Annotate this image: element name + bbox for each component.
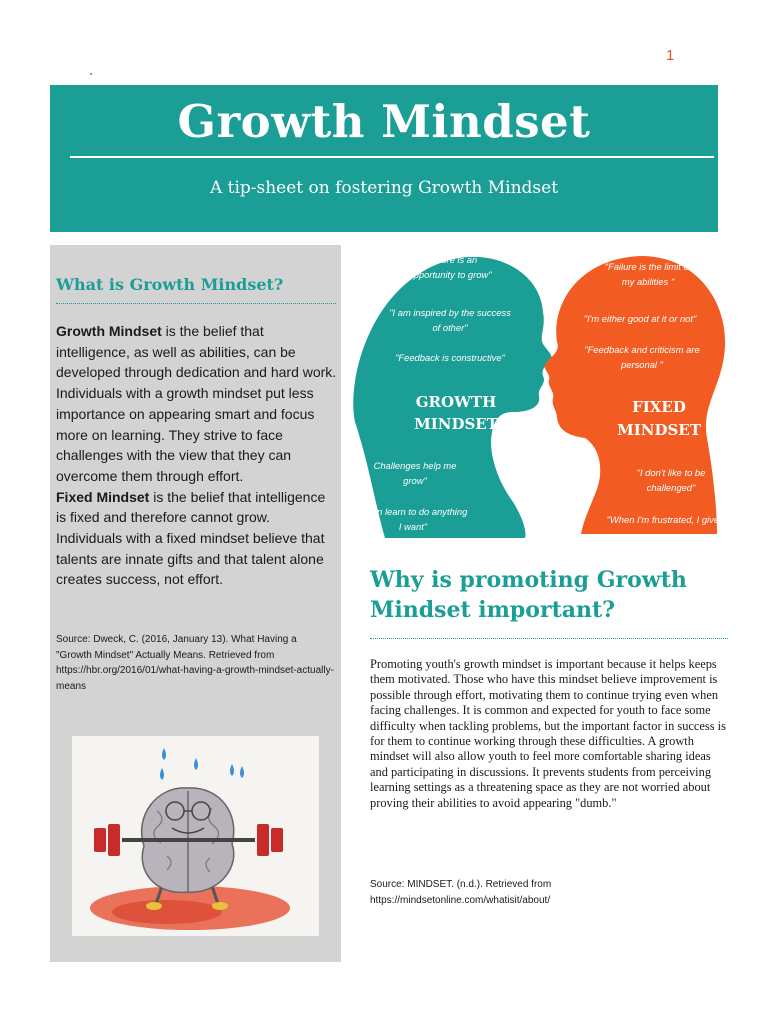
page-number: 1 [666, 47, 675, 64]
growth-label-1: GROWTH [415, 393, 497, 411]
why-source: Source: MINDSET. (n.d.). Retrieved from https://mindsetonline.com/whatisit/about/ [370, 879, 552, 906]
growth-quote-3: "Feedback is constructive" [395, 352, 505, 363]
brain-weightlifter-icon [72, 736, 319, 936]
fixed-quote-2: "I'm either good at it or not" [583, 313, 697, 324]
why-heading: Why is promoting Growth Mindset important? [370, 567, 687, 623]
sidebar-heading: What is Growth Mindset? [56, 275, 284, 294]
banner-divider [70, 156, 714, 158]
fixed-term: Fixed Mindset [56, 488, 150, 505]
fixed-label-1: FIXED [632, 398, 686, 416]
sidebar-source: Source: Dweck, C. (2016, January 13). What Having a "Growth Mindset" Actually Means. Retrieved from https://hbr.org/2016/01/what-having-a-growth-mindset-actually-means [56, 634, 334, 692]
growth-definition: is the belief that intelligence, as well as abilities, can be developed through dedication and hard work. Individuals with a growth mindset put less importance on appearing smart and focus more on learning. They strive to face challenges with the view that they can overcome them through effort. [56, 323, 337, 484]
growth-label-2: MINDSET [414, 415, 498, 433]
page-title: Growth Mindset [177, 95, 591, 148]
fixed-head-silhouette [545, 256, 725, 534]
page-subtitle: A tip-sheet on fostering Growth Mindset [209, 178, 559, 198]
fixed-definition: is the belief that intelligence is fixed and therefore cannot grow. Individuals with a fixed mindset believe that talents are innate gifts and that talent alone creates success, not effort. [56, 488, 326, 588]
growth-quote-4b: grow" [403, 475, 427, 486]
fixed-quote-4b: challenged" [646, 482, 696, 493]
fixed-label-2: MINDSET [617, 421, 701, 439]
sidebar-divider [56, 303, 336, 304]
growth-quote-4a: Challenges help me [373, 460, 457, 471]
fixed-quote-5: "When I'm frustrated, I give up" [606, 514, 730, 525]
growth-quote-2b: of other" [432, 322, 468, 333]
brain-lifting-illustration [72, 736, 319, 936]
fixed-quote-1a: "Failure is the limit of [604, 261, 692, 272]
svg-text:"I'm either good at it or not" [584, 313, 697, 324]
title-banner [50, 85, 718, 232]
why-divider [370, 638, 728, 639]
stray-dot [90, 73, 92, 75]
growth-term: Growth Mindset [56, 323, 162, 339]
growth-quote-1a: "Failure is an [422, 254, 478, 265]
svg-text:"When I'm frustrated, I give u [607, 514, 730, 525]
why-body-text: Promoting youth's growth mindset is important because it helps keeps them motivated. Those who have this mindset believe improvement is possible through effort, motivating them to continue trying even when facing challenges. It is common and expected for youth to face some difficulty when tackling problems, but the important factor in success is for them to continue working through these difficulties. A growth mindset will also allow youth to feel more comfortable sharing ideas and participating in discussions. It prevents students from perceiving learning settings as a threatening space as they are not worried about proving their abilities to avoid appearing "dumb." [370, 657, 726, 810]
definition-text [56, 321, 339, 590]
mindset-heads-illustration [345, 246, 730, 542]
growth-quote-2a: "I am inspired by the success [389, 307, 511, 318]
fixed-quote-3a: "Feedback and criticism are [584, 344, 700, 355]
fixed-quote-4a: "I don't like to be [636, 467, 706, 478]
fixed-quote-3b: personal " [621, 359, 663, 370]
svg-text:"Feedback is constructive" [395, 352, 505, 363]
growth-quote-1b: opportunity to grow" [408, 269, 492, 280]
fixed-quote-1b: my abilities " [621, 276, 675, 287]
growth-quote-5a: "I can learn to do anything [358, 506, 468, 517]
growth-quote-5b: I want" [398, 521, 428, 532]
